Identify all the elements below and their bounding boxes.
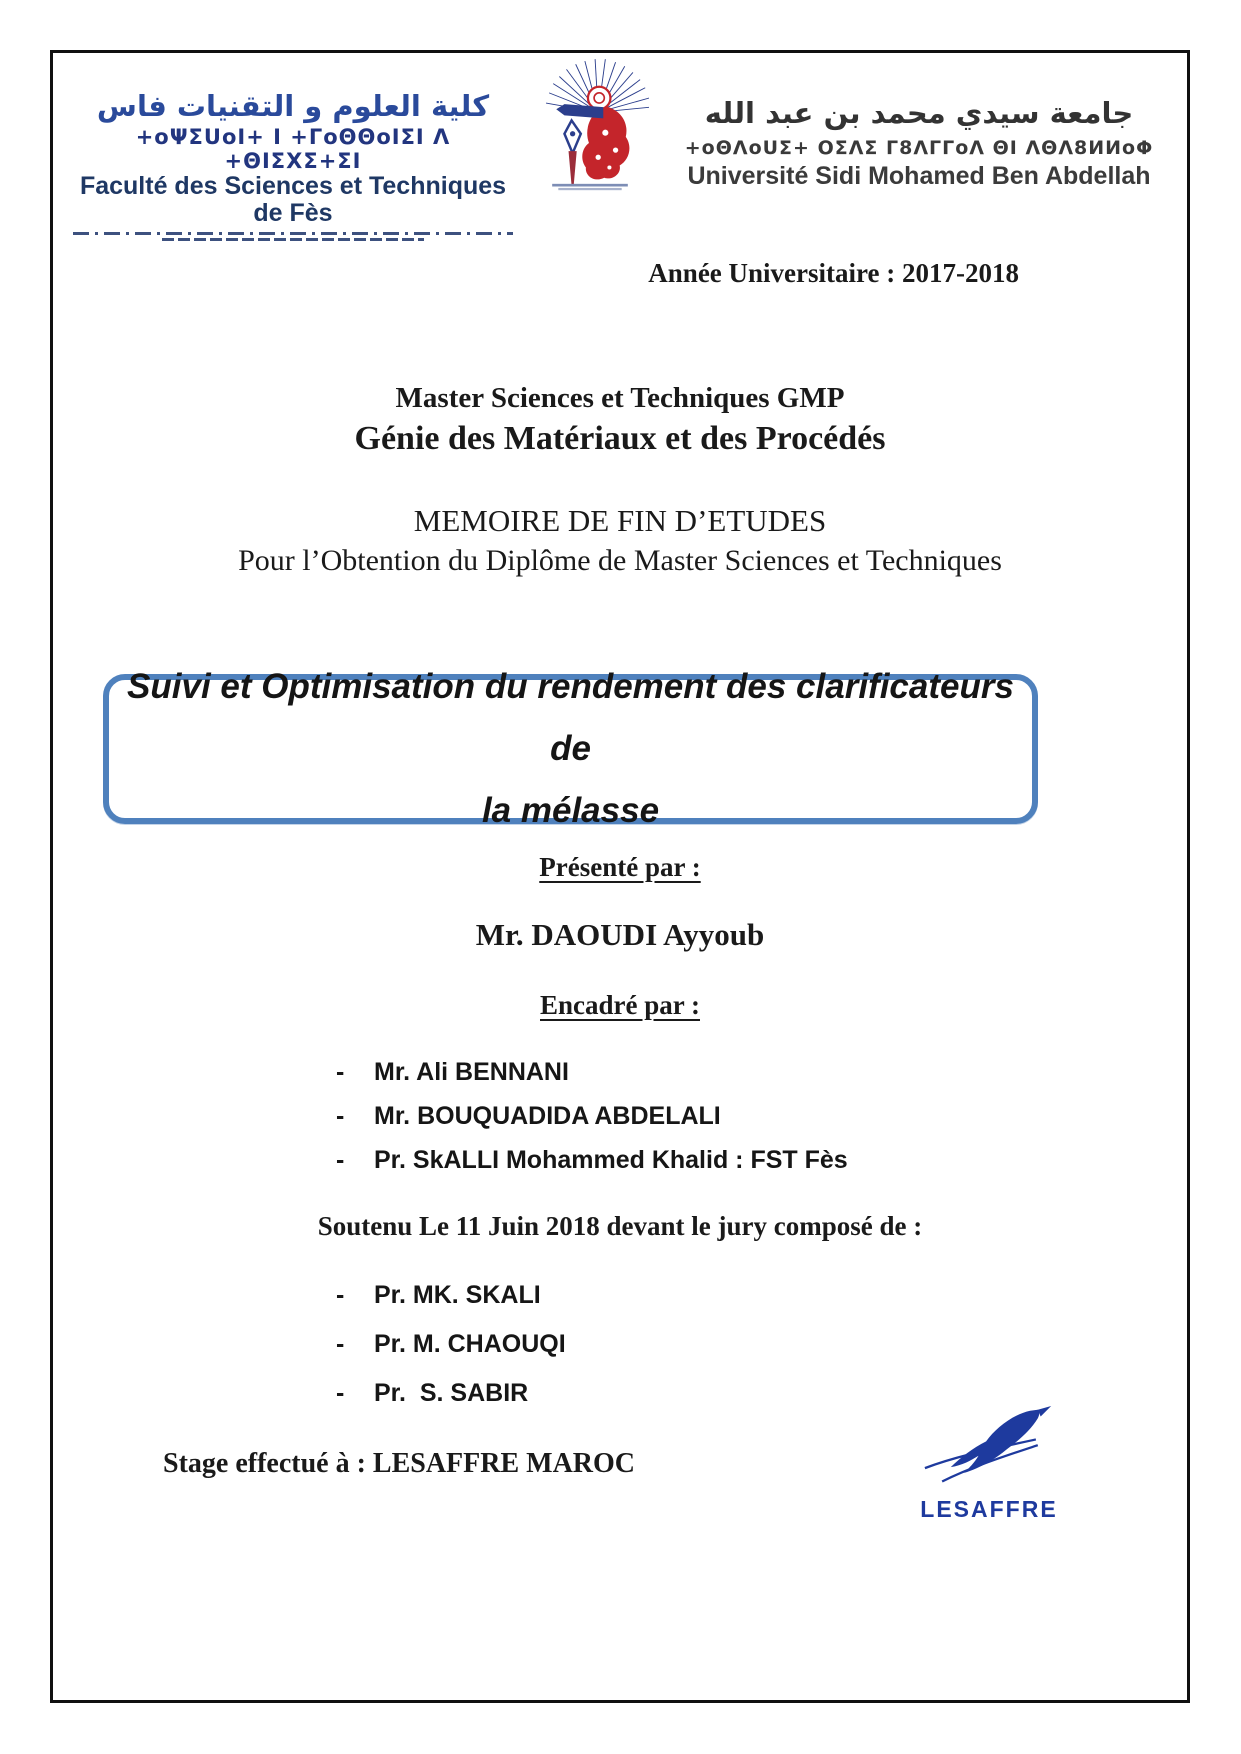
list-item (336, 1330, 566, 1359)
university-name-arabic: جامعة سيدي محمد بن عبد الله (704, 96, 1134, 130)
university-emblem-icon (531, 53, 649, 191)
supervisors-list (336, 1058, 848, 1190)
program-line2: Génie des Matériaux et des Procédés (354, 420, 886, 457)
jury-member: Pr. MK. SKALI (374, 1281, 541, 1309)
dash-bullet: - (336, 1330, 345, 1358)
list-item (336, 1058, 848, 1087)
jury-member: Pr. M. CHAOUQI (374, 1330, 566, 1358)
academic-year: Année Universitaire : 2017-2018 (648, 258, 1019, 288)
dash-bullet: - (336, 1281, 345, 1309)
defense-line: Soutenu Le 11 Juin 2018 devant le jury composé de : (317, 1211, 923, 1241)
memoire-line1: MEMOIRE DE FIN D’ETUDES (413, 503, 827, 538)
presented-by-heading: Présenté par : (539, 852, 701, 882)
university-block (661, 53, 1187, 193)
list-item (336, 1102, 848, 1131)
header (53, 53, 1187, 227)
dash-bullet: - (336, 1058, 345, 1086)
university-name-french: Université Sidi Mohamed Ben Abdellah (687, 162, 1151, 190)
list-item (336, 1146, 848, 1175)
dash-bullet: - (336, 1146, 345, 1174)
thesis-title-box (103, 667, 1038, 830)
jury-member: Pr. S. SABIR (374, 1379, 529, 1407)
university-emblem-logo (519, 53, 661, 193)
list-item (336, 1281, 566, 1310)
header-dash-divider (73, 232, 513, 235)
dash-bullet: - (336, 1379, 345, 1407)
lesaffre-logo (909, 1405, 1069, 1523)
thesis-title-line1: Suivi et Optimisation du rendement des clarificateurs de (127, 667, 1014, 768)
faculty-block (53, 53, 519, 227)
header-dash-divider-short (162, 238, 424, 241)
supervisor-name: Mr. BOUQUADIDA ABDELALI (374, 1102, 721, 1130)
supervisor-name: Mr. Ali BENNANI (374, 1058, 569, 1086)
faculty-name-french: Faculté des Sciences et Techniques de Fès (79, 172, 507, 227)
author-name: Mr. DAOUDI Ayyoub (475, 917, 765, 952)
memoire-heading (53, 501, 1187, 581)
page-border-frame (50, 50, 1190, 1703)
supervisor-name: Pr. SkALLI Mohammed Khalid : FST Fès (374, 1146, 848, 1174)
faculty-name-tifinagh: +oΨΣUoI+ I +ΓoΘΘoIΣI Λ +ΘIΣΧΣ+ΣI (135, 125, 451, 173)
internship-line: Stage effectué à : LESAFFRE MAROC (163, 1448, 636, 1479)
memoire-line2: Pour l’Obtention du Diplôme de Master Sciences et Techniques (238, 544, 1002, 577)
list-item (336, 1379, 566, 1408)
lesaffre-wordmark: LESAFFRE (920, 1496, 1058, 1522)
supervised-by-heading: Encadré par : (540, 990, 700, 1020)
program-heading (53, 380, 1187, 462)
faculty-name-arabic: كلية العلوم و التقنيات فاس (96, 89, 490, 123)
jury-list (336, 1281, 566, 1428)
lesaffre-bird-icon (914, 1405, 1064, 1493)
dash-bullet: - (336, 1102, 345, 1130)
program-line1: Master Sciences et Techniques GMP (395, 382, 845, 414)
university-name-tifinagh: +oΘΛoUΣ+ ΟΣΛΣ Γ8ΛΓΓoΛ ΘI ΛΘΛ8ИИoΦ (684, 137, 1154, 159)
thesis-title-line2: la mélasse (481, 791, 660, 830)
